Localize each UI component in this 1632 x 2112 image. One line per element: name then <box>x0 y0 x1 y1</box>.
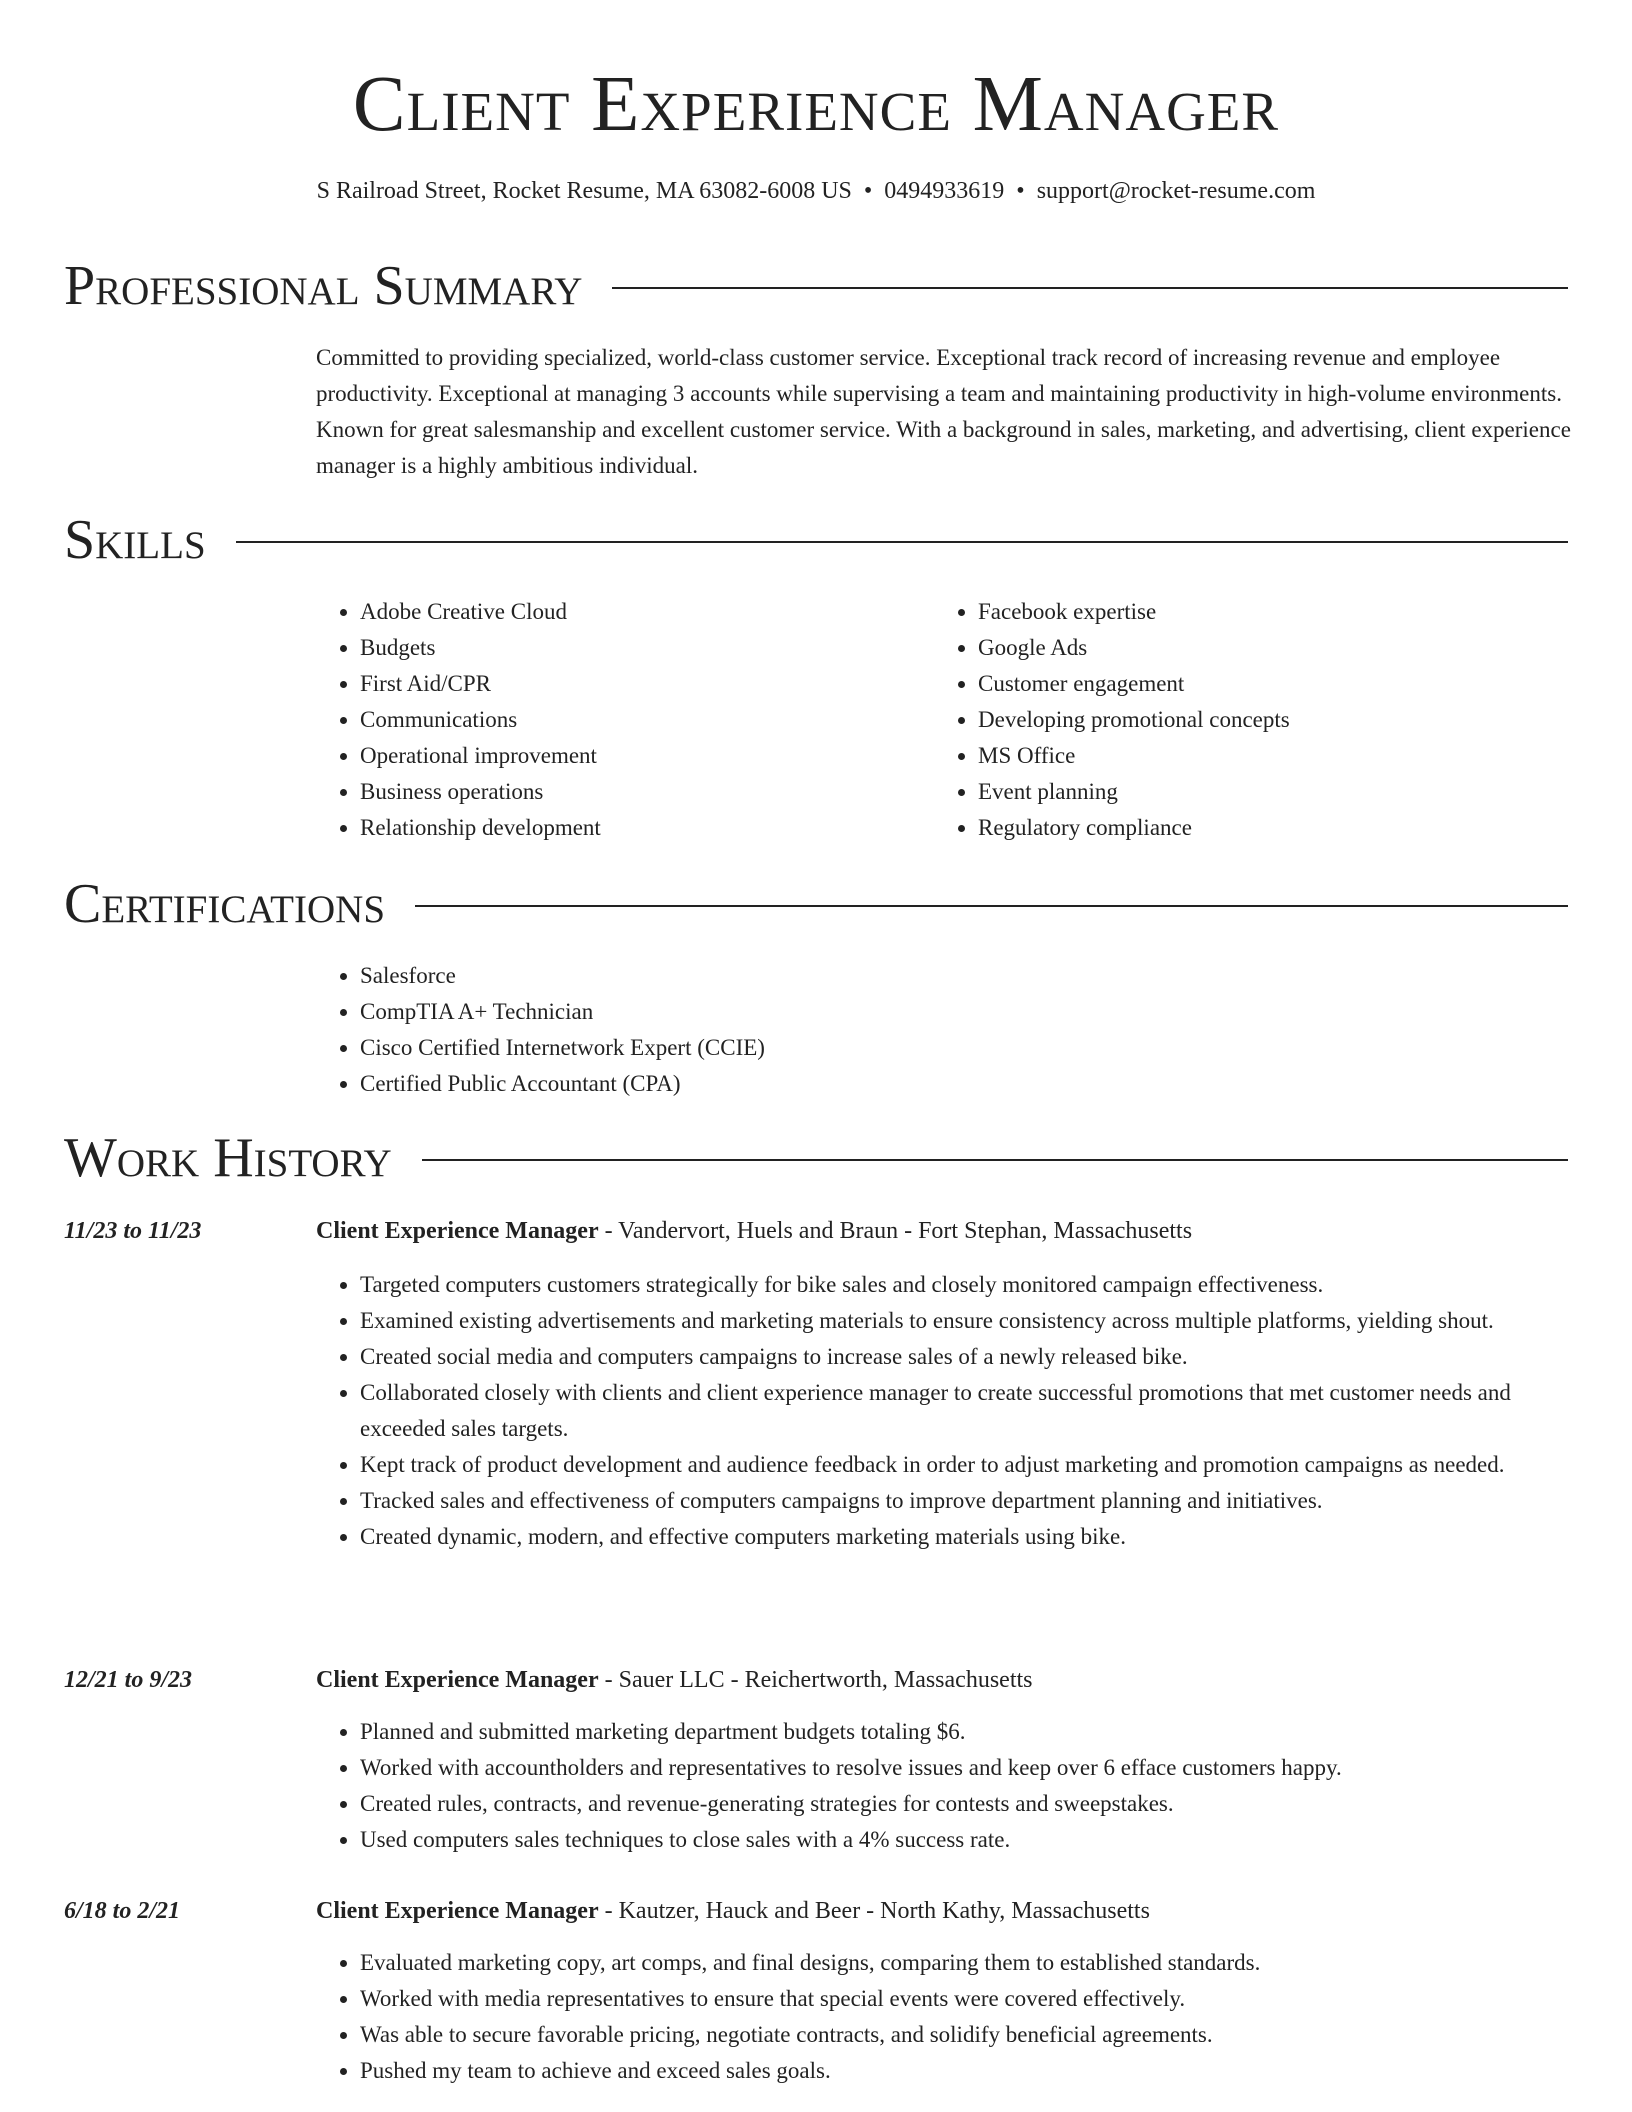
section-header-summary <box>64 254 1568 318</box>
contact-email: support@rocket-resume.com <box>1036 178 1316 204</box>
job-title: Client Experience Manager <box>316 1218 599 1244</box>
job-bullet-item: • Tracked sales and effectiveness of computers campaigns to improve department planning and initiatives. <box>360 1483 1572 1519</box>
contact-separator: • <box>863 178 873 204</box>
summary-text: Committed to providing specialized, world-class customer service. Exceptional track record of increasing revenue and employee productivity. Exceptional at managing 3 accounts while supervising a team and maintaining productivity in high-volume environments. Known for great salesmanship and excellent customer service. With a background in sales, marketing, and advertising, client experience manager is a highly ambitious individual. <box>316 345 1571 478</box>
skill-item: • Google Ads <box>978 630 1290 666</box>
certifications-block <box>316 958 765 1102</box>
job-responsibilities <box>316 1267 1572 1555</box>
section-title-work-history: Work History <box>64 1127 392 1189</box>
skill-item: • Event planning <box>978 774 1290 810</box>
skill-item: • Developing promotional concepts <box>978 702 1290 738</box>
job-bullet-item: • Pushed my team to achieve and exceed sales goals. <box>360 2053 1572 2089</box>
job-title: Client Experience Manager <box>316 1667 599 1693</box>
section-divider <box>236 541 1568 543</box>
job-bullet-item: • Planned and submitted marketing department budgets totaling $6. <box>360 1714 1572 1750</box>
job-bullet-item: • Collaborated closely with clients and client experience manager to create successful promotions that met customer needs and exceeded sales targets. <box>360 1375 1572 1447</box>
skill-item: • Regulatory compliance <box>978 810 1290 846</box>
job-bullet-list <box>316 1945 1572 2089</box>
skill-item: • Budgets <box>360 630 601 666</box>
job-bullet-item: • Evaluated marketing copy, art comps, and final designs, comparing them to established standards. <box>360 1945 1572 1981</box>
certification-item: • CompTIA A+ Technician <box>360 994 765 1030</box>
section-title-summary: Professional Summary <box>64 255 583 317</box>
job-bullet-item: • Examined existing advertisements and marketing materials to ensure consistency across multiple platforms, yielding shout. <box>360 1303 1572 1339</box>
contact-separator: • <box>1016 178 1025 204</box>
skill-item: • Operational improvement <box>360 738 601 774</box>
skill-item: • First Aid/CPR <box>360 666 601 702</box>
job-bullet-item: • Created rules, contracts, and revenue-generating strategies for contests and sweepstakes. <box>360 1786 1572 1822</box>
section-title-skills: Skills <box>64 509 206 571</box>
skill-item: • Customer engagement <box>978 666 1290 702</box>
section-divider <box>422 1159 1568 1161</box>
job-bullet-list <box>316 1267 1572 1555</box>
job-bullet-item: • Worked with accountholders and representatives to resolve issues and keep over 6 efface customers happy. <box>360 1750 1572 1786</box>
section-header-certifications <box>64 872 1568 936</box>
job-bullet-item: • Worked with media representatives to ensure that special events were covered effectively. <box>360 1981 1572 2017</box>
job-heading <box>316 1893 1576 1929</box>
section-title-certifications: Certifications <box>64 873 386 935</box>
job-employer: - Sauer LLC - Reichertworth, Massachusetts <box>598 1667 1033 1693</box>
section-divider <box>612 287 1568 289</box>
job-employer: - Vandervort, Huels and Braun - Fort Stephan, Massachusetts <box>598 1218 1193 1244</box>
job-bullet-list <box>316 1714 1572 1858</box>
skills-list-left <box>316 594 601 846</box>
section-header-skills <box>64 508 1568 572</box>
contact-line <box>0 175 1632 207</box>
skill-item: • Communications <box>360 702 601 738</box>
skills-column-right <box>934 594 1290 846</box>
job-heading <box>316 1662 1576 1698</box>
skill-item: • Facebook expertise <box>978 594 1290 630</box>
job-bullet-item: • Created dynamic, modern, and effective computers marketing materials using bike. <box>360 1519 1572 1555</box>
skill-item: • Relationship development <box>360 810 601 846</box>
job-employer: - Kautzer, Hauck and Beer - North Kathy, Massachusetts <box>598 1898 1150 1924</box>
skills-column-left <box>316 594 601 846</box>
job-title: Client Experience Manager <box>316 1898 599 1924</box>
job-dates: 6/18 to 2/21 <box>64 1898 181 1924</box>
section-header-work-history <box>64 1126 1568 1190</box>
section-divider <box>415 905 1568 907</box>
job-bullet-item: • Created social media and computers campaigns to increase sales of a newly released bike. <box>360 1339 1572 1375</box>
contact-phone: 0494933619 <box>884 178 1005 204</box>
skill-item: • MS Office <box>978 738 1290 774</box>
job-bullet-item: • Targeted computers customers strategically for bike sales and closely monitored campaign effectiveness. <box>360 1267 1572 1303</box>
skills-list-right <box>934 594 1290 846</box>
job-dates: 12/21 to 9/23 <box>64 1667 193 1693</box>
job-heading <box>316 1213 1576 1249</box>
contact-address: S Railroad Street, Rocket Resume, MA 63082-6008 US <box>316 178 852 204</box>
certification-item: • Cisco Certified Internetwork Expert (CCIE) <box>360 1030 765 1066</box>
certifications-list <box>316 958 765 1102</box>
skill-item: • Adobe Creative Cloud <box>360 594 601 630</box>
certification-item: • Certified Public Accountant (CPA) <box>360 1066 765 1102</box>
job-bullet-item: • Used computers sales techniques to close sales with a 4% success rate. <box>360 1822 1572 1858</box>
job-responsibilities <box>316 1714 1572 1858</box>
job-bullet-item: • Was able to secure favorable pricing, negotiate contracts, and solidify beneficial agreements. <box>360 2017 1572 2053</box>
job-bullet-item: • Kept track of product development and audience feedback in order to adjust marketing and promotion campaigns as needed. <box>360 1447 1572 1483</box>
candidate-name: Client Experience Manager <box>352 61 1280 148</box>
job-dates: 11/23 to 11/23 <box>64 1218 202 1244</box>
certification-item: • Salesforce <box>360 958 765 994</box>
job-responsibilities <box>316 1945 1572 2089</box>
skill-item: • Business operations <box>360 774 601 810</box>
